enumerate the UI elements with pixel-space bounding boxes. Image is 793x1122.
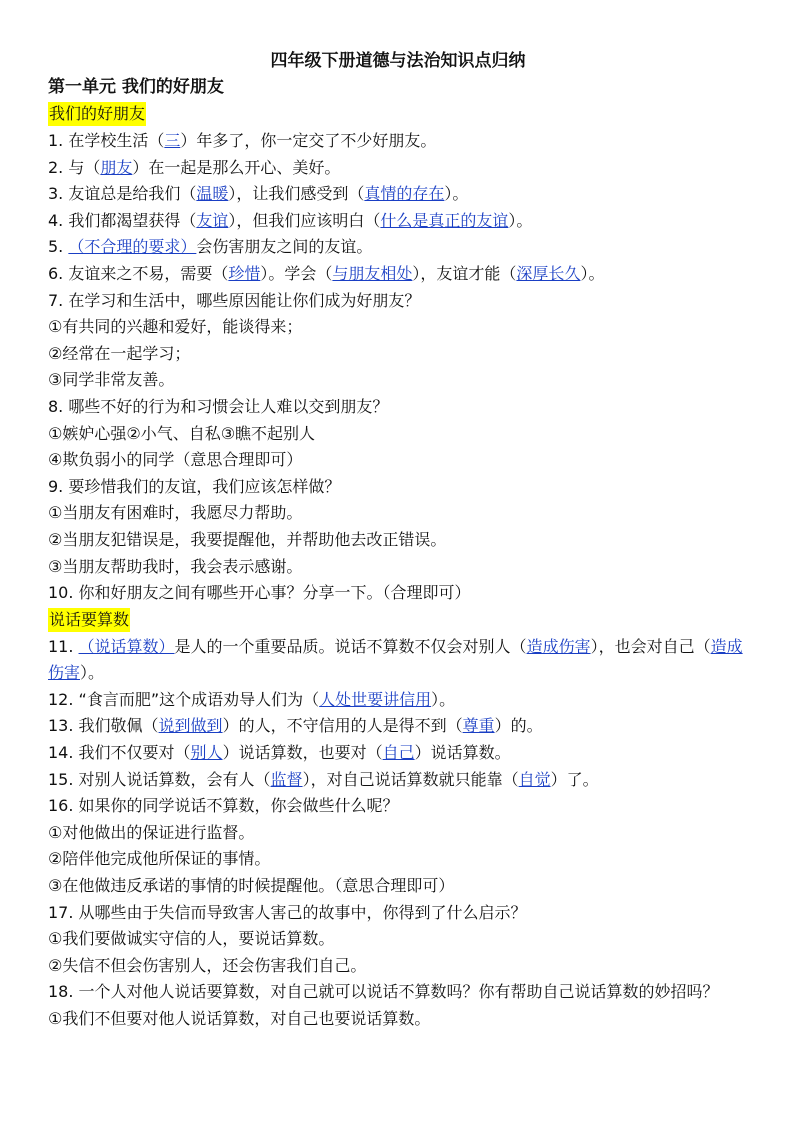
line-text: ①嫉妒心强②小气、自私③瞧不起别人 bbox=[48, 423, 316, 443]
line-text: ①我们要做诚实守信的人，要说话算数。 bbox=[48, 929, 335, 949]
answer-text: 真情的存在 bbox=[364, 184, 445, 204]
line-text: ）的。 bbox=[494, 716, 543, 736]
line-text: ②当朋友犯错误是，我要提醒他，并帮助他去改正错误。 bbox=[48, 529, 447, 549]
text-line bbox=[48, 181, 748, 208]
text-line bbox=[48, 208, 748, 235]
text-line bbox=[48, 979, 748, 1006]
line-text: 17. 从哪些由于失信而导致害人害己的故事中，你得到了什么启示？ bbox=[48, 902, 527, 922]
text-line bbox=[48, 554, 748, 581]
line-text: ）。 bbox=[508, 210, 533, 230]
text-line bbox=[48, 447, 748, 474]
line-text: ）。 bbox=[580, 263, 605, 283]
answer-text: 什么是真正的友谊 bbox=[380, 210, 509, 230]
page-title: 四年级下册道德与法治知识点归纳 bbox=[270, 51, 526, 71]
line-text: ）。 bbox=[431, 689, 456, 709]
text-line bbox=[48, 820, 748, 847]
text-line bbox=[48, 953, 748, 980]
answer-text: 自己 bbox=[382, 743, 415, 763]
line-text: 18. 一个人对他人说话要算数，对自己就可以说话不算数吗？你有帮助自己说话算数的妙招吗？ bbox=[48, 982, 719, 1002]
text-line bbox=[48, 394, 748, 421]
line-text: ②经常在一起学习； bbox=[48, 343, 191, 363]
text-line bbox=[48, 873, 748, 900]
line-text: ②陪伴他完成他所保证的事情。 bbox=[48, 849, 271, 869]
text-line bbox=[48, 580, 748, 607]
text-line bbox=[48, 926, 748, 953]
line-text: 会伤害朋友之间的友谊。 bbox=[196, 237, 373, 257]
line-text: ③当朋友帮助我时，我会表示感谢。 bbox=[48, 556, 303, 576]
line-text: 2. 与（ bbox=[48, 157, 101, 177]
text-line bbox=[48, 421, 748, 448]
line-text: 15. 对别人说话算数，会有人（ bbox=[48, 769, 271, 789]
answer-text: 人处世要讲信用 bbox=[319, 689, 432, 709]
answer-text: 说到做到 bbox=[158, 716, 223, 736]
line-text: ）的人，不守信用的人是得不到（ bbox=[222, 716, 463, 736]
text-line bbox=[48, 234, 748, 261]
text-line bbox=[48, 128, 748, 155]
line-text: ），但我们应该明白（ bbox=[228, 210, 381, 230]
answer-text: 尊重 bbox=[462, 716, 495, 736]
line-text: 4. 我们都渴望获得（ bbox=[48, 210, 197, 230]
line-text: ）说话算数。 bbox=[414, 743, 511, 763]
text-line bbox=[48, 793, 748, 820]
line-text: ①当朋友有困难时，我愿尽力帮助。 bbox=[48, 503, 303, 523]
line-text: ）。 bbox=[80, 663, 105, 683]
text-line bbox=[48, 687, 748, 714]
line-text: 11. bbox=[48, 636, 79, 656]
line-text: ）。 bbox=[444, 184, 469, 204]
line-text: ）说话算数，也要对（ bbox=[222, 743, 383, 763]
text-line bbox=[48, 634, 748, 687]
answer-text: 造成伤害 bbox=[48, 636, 743, 683]
line-text: ④欺负弱小的同学（意思合理即可） bbox=[48, 450, 303, 470]
answer-text: 监督 bbox=[270, 769, 303, 789]
answer-text: 深厚长久 bbox=[516, 263, 581, 283]
line-text: ③在他做违反承诺的事情的时候提醒他。（意思合理即可） bbox=[48, 876, 455, 896]
text-line bbox=[48, 367, 748, 394]
line-text: ③同学非常友善。 bbox=[48, 370, 175, 390]
answer-text: （不合理的要求） bbox=[68, 237, 197, 257]
line-text: ），让我们感受到（ bbox=[228, 184, 365, 204]
section bbox=[48, 101, 748, 607]
line-text: 14. 我们不仅要对（ bbox=[48, 743, 191, 763]
text-line bbox=[48, 261, 748, 288]
line-text: 13. 我们敬佩（ bbox=[48, 716, 159, 736]
text-line bbox=[48, 900, 748, 927]
line-text: 5. bbox=[48, 237, 69, 257]
text-line bbox=[48, 740, 748, 767]
line-text: ）了。 bbox=[550, 769, 599, 789]
line-text: ），友谊才能（ bbox=[412, 263, 517, 283]
line-text: ①有共同的兴趣和爱好，能谈得来； bbox=[48, 317, 303, 337]
text-line bbox=[48, 767, 748, 794]
line-text: 10. 你和好朋友之间有哪些开心事？分享一下。（合理即可） bbox=[48, 583, 471, 603]
answer-text: 造成伤害 bbox=[526, 636, 591, 656]
line-text: 3. 友谊总是给我们（ bbox=[48, 184, 197, 204]
line-text: ）。学会（ bbox=[260, 263, 333, 283]
line-text: 1. 在学校生活（ bbox=[48, 131, 165, 150]
line-text: 16. 如果你的同学说话不算数，你会做些什么呢？ bbox=[48, 796, 399, 816]
section-heading: 我们的好朋友 bbox=[48, 102, 146, 126]
answer-text: 朋友 bbox=[100, 157, 133, 177]
line-text: 12. “食言而肥”这个成语劝导人们为（ bbox=[48, 689, 320, 709]
line-text: ②失信不但会伤害别人，还会伤害我们自己。 bbox=[48, 955, 367, 975]
answer-text: 温暖 bbox=[196, 184, 229, 204]
text-line bbox=[48, 288, 748, 315]
line-text: ），对自己说话算数就只能靠（ bbox=[302, 769, 519, 789]
line-text: 是人的一个重要品质。说话不算数不仅会对别人（ bbox=[174, 636, 527, 656]
line-text: ①我们不但要对他人说话算数，对自己也要说话算数。 bbox=[48, 1009, 431, 1028]
text-line bbox=[48, 155, 748, 182]
line-text: ），也会对自己（ bbox=[590, 636, 711, 656]
text-line bbox=[48, 341, 748, 368]
text-line bbox=[48, 527, 748, 554]
line-text: 9. 要珍惜我们的友谊，我们应该怎样做？ bbox=[48, 476, 341, 496]
document-page bbox=[48, 48, 748, 1033]
text-line bbox=[48, 500, 748, 527]
line-text: ①对他做出的保证进行监督。 bbox=[48, 822, 255, 842]
document-content bbox=[48, 101, 748, 1033]
line-text: 7. 在学习和生活中，哪些原因能让你们成为好朋友？ bbox=[48, 290, 421, 310]
answer-text: 与朋友相处 bbox=[332, 263, 413, 283]
answer-text: 三 bbox=[164, 131, 181, 150]
text-line bbox=[48, 1006, 748, 1033]
answer-text: （说话算数） bbox=[78, 636, 175, 656]
answer-text: 自觉 bbox=[518, 769, 551, 789]
line-text: 8. 哪些不好的行为和习惯会让人难以交到朋友？ bbox=[48, 396, 389, 416]
section bbox=[48, 607, 748, 1033]
text-line bbox=[48, 846, 748, 873]
line-text: ）在一起是那么开心、美好。 bbox=[132, 157, 341, 177]
text-line bbox=[48, 314, 748, 341]
unit-heading: 第一单元 我们的好朋友 bbox=[48, 77, 224, 97]
answer-text: 珍惜 bbox=[228, 263, 261, 283]
text-line bbox=[48, 713, 748, 740]
answer-text: 友谊 bbox=[196, 210, 229, 230]
text-line bbox=[48, 474, 748, 501]
answer-text: 别人 bbox=[190, 743, 223, 763]
section-heading: 说话要算数 bbox=[48, 608, 130, 632]
line-text: 6. 友谊来之不易，需要（ bbox=[48, 263, 229, 283]
line-text: ）年多了，你一定交了不少好朋友。 bbox=[180, 131, 437, 150]
